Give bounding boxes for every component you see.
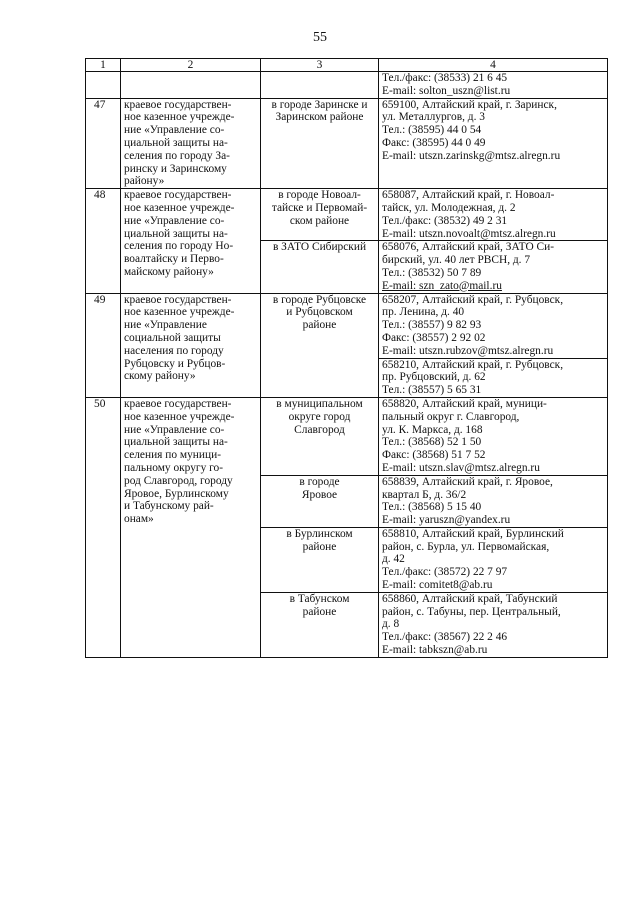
contact-line: Тел./факс: (38567) 22 2 46 bbox=[382, 631, 508, 644]
area-line: в муниципальном bbox=[276, 397, 363, 410]
contact-line: 658210, Алтайский край, г. Рубцовск, bbox=[382, 358, 564, 371]
table-row bbox=[86, 293, 608, 358]
contact-info bbox=[379, 241, 608, 293]
agency-name-line: краевое государствен- bbox=[124, 98, 232, 111]
contact-line: бирский, ул. 40 лет РВСН, д. 7 bbox=[382, 254, 531, 267]
agency-name-line: пальному округу го- bbox=[124, 461, 224, 474]
area-line: районе bbox=[302, 540, 337, 553]
area-line: Яровое bbox=[301, 488, 338, 501]
agency-name-line: Рубцовску и Рубцов- bbox=[124, 357, 226, 370]
email-line: E-mail: utszn.slav@mtsz.alregn.ru bbox=[382, 461, 540, 474]
contact-line: 659100, Алтайский край, г. Заринск, bbox=[382, 98, 557, 111]
agency-name-line: циальной защиты на- bbox=[124, 436, 228, 449]
service-area bbox=[261, 72, 379, 99]
header-col-2: 2 bbox=[121, 59, 261, 72]
contact-line: 658087, Алтайский край, г. Новоал- bbox=[382, 189, 555, 202]
contact-line: 658820, Алтайский край, муници- bbox=[382, 397, 547, 410]
agency-name-line: краевое государствен- bbox=[124, 397, 232, 410]
agency-name-line: району» bbox=[124, 175, 165, 188]
contact-info bbox=[379, 527, 608, 592]
service-area bbox=[261, 293, 379, 397]
agency-name-line: ное казенное учрежде- bbox=[124, 410, 235, 423]
agency-name-line: ние «Управление со- bbox=[124, 214, 225, 227]
contact-line: 658810, Алтайский край, Бурлинский bbox=[382, 527, 564, 540]
agency-name-line: краевое государствен- bbox=[124, 293, 232, 306]
agency-name-line: майскому району» bbox=[124, 265, 214, 278]
page-number: 55 bbox=[313, 30, 327, 45]
area-line: округе город bbox=[288, 410, 351, 423]
table-row bbox=[86, 98, 608, 189]
header-col-3: 3 bbox=[261, 59, 379, 72]
contact-line: пр. Рубцовский, д. 62 bbox=[382, 371, 486, 384]
agency-name-line: и Табунскому рай- bbox=[124, 500, 214, 513]
agency-name-line: селения по городу Но- bbox=[124, 240, 234, 253]
agency-name-line: циальной защиты на- bbox=[124, 136, 228, 149]
contact-line: Тел./факс: (38572) 22 7 97 bbox=[382, 566, 508, 579]
agency-name-line: род Славгород, городу bbox=[124, 474, 233, 487]
area-line: в Табунском bbox=[289, 592, 350, 605]
contact-line: Тел./факс: (38532) 49 2 31 bbox=[382, 214, 508, 227]
contact-info bbox=[379, 592, 608, 657]
email-line: E-mail: tabkszn@ab.ru bbox=[382, 644, 488, 657]
continuation-row bbox=[86, 72, 608, 99]
agency-name-line: онам» bbox=[124, 513, 154, 526]
agency-name-line: ние «Управление со- bbox=[124, 124, 225, 137]
area-line: в городе Новоал- bbox=[278, 189, 361, 202]
agency-name-line: скому району» bbox=[124, 370, 196, 383]
contact-line: Тел.: (38532) 50 7 89 bbox=[382, 266, 482, 279]
row-number: 48 bbox=[86, 189, 121, 293]
area-line: и Рубцовском bbox=[286, 306, 353, 319]
agency-name bbox=[121, 189, 261, 293]
row-number: 49 bbox=[86, 293, 121, 397]
agency-name-line: социальной защиты bbox=[124, 331, 221, 344]
agency-name-line: ное казенное учрежде- bbox=[124, 111, 235, 124]
header-col-1: 1 bbox=[86, 59, 121, 72]
agency-name-line: ние «Управление со- bbox=[124, 423, 225, 436]
service-area bbox=[261, 527, 379, 592]
contact-line: Тел.: (38557) 5 65 31 bbox=[382, 384, 482, 397]
agency-name-line: циальной защиты на- bbox=[124, 227, 228, 240]
contact-line: ул. Металлургов, д. 3 bbox=[382, 111, 485, 124]
area-line: ском районе bbox=[289, 214, 350, 227]
agency-name-line: населения по городу bbox=[124, 344, 224, 357]
agency-name bbox=[121, 72, 261, 99]
area-line: районе bbox=[302, 605, 337, 618]
agency-name-line: Яровое, Бурлинскому bbox=[124, 487, 229, 500]
area-line: районе bbox=[302, 319, 337, 332]
contact-line: Тел.: (38568) 52 1 50 bbox=[382, 436, 482, 449]
contact-line: 658860, Алтайский край, Табунский bbox=[382, 592, 558, 605]
area-line: в городе Заринске и bbox=[271, 98, 368, 111]
service-area bbox=[261, 189, 379, 241]
contact-line: д. 42 bbox=[382, 553, 405, 566]
contact-line: тайск, ул. Молодежная, д. 2 bbox=[382, 201, 516, 214]
service-area bbox=[261, 241, 379, 293]
agency-name-line: ринску и Заринскому bbox=[124, 162, 227, 175]
contact-line: квартал Б, д. 36/2 bbox=[382, 488, 467, 501]
contact-line: 658839, Алтайский край, г. Яровое, bbox=[382, 475, 553, 488]
contact-line: Факс: (38568) 51 7 52 bbox=[382, 449, 486, 462]
email-line: E-mail: szn_zato@mail.ru bbox=[382, 279, 502, 292]
row-number: 47 bbox=[86, 98, 121, 189]
email-line: E-mail: utszn.zarinskg@mtsz.alregn.ru bbox=[382, 149, 561, 162]
area-line: в городе Рубцовске bbox=[272, 293, 367, 306]
contact-info bbox=[379, 358, 608, 397]
table-row bbox=[86, 189, 608, 241]
row-number bbox=[86, 72, 121, 99]
agencies-table bbox=[85, 58, 608, 658]
area-line: тайске и Первомай- bbox=[271, 201, 368, 214]
contact-info bbox=[379, 475, 608, 527]
area-line: в городе bbox=[299, 475, 340, 488]
service-area bbox=[261, 592, 379, 657]
contact-line: пр. Ленина, д. 40 bbox=[382, 306, 465, 319]
header-row bbox=[86, 59, 608, 72]
contact-line: 658207, Алтайский край, г. Рубцовск, bbox=[382, 293, 564, 306]
contact-info bbox=[379, 189, 608, 241]
service-area bbox=[261, 475, 379, 527]
contact-line: Тел.: (38557) 9 82 93 bbox=[382, 319, 482, 332]
contact-info bbox=[379, 293, 608, 358]
contact-info bbox=[379, 397, 608, 475]
email-line: E-mail: comitet8@ab.ru bbox=[382, 579, 493, 592]
email-line: E-mail: yaruszn@yandex.ru bbox=[382, 514, 511, 527]
contact-info bbox=[379, 72, 608, 99]
header-col-4: 4 bbox=[379, 59, 608, 72]
agency-name-line: ние «Управление bbox=[124, 319, 207, 332]
area-line: Славгород bbox=[294, 423, 345, 436]
contact-line: Тел.: (38568) 5 15 40 bbox=[382, 501, 482, 514]
area-line: Заринском районе bbox=[275, 111, 364, 124]
agency-name-line: селения по муници- bbox=[124, 449, 221, 462]
contact-line: район, с. Бурла, ул. Первомайская, bbox=[382, 540, 550, 553]
email-line: E-mail: solton_uszn@list.ru bbox=[382, 84, 511, 97]
area-line: в ЗАТО Сибирский bbox=[272, 241, 367, 254]
contact-line: Тел.: (38595) 44 0 54 bbox=[382, 124, 482, 137]
contact-line: 658076, Алтайский край, ЗАТО Си- bbox=[382, 241, 555, 254]
service-area bbox=[261, 397, 379, 475]
contact-line: Факс: (38595) 44 0 49 bbox=[382, 136, 486, 149]
service-area bbox=[261, 98, 379, 189]
contact-line: район, с. Табуны, пер. Центральный, bbox=[382, 605, 561, 618]
contact-line: д. 8 bbox=[382, 618, 400, 631]
contact-line: пальный округ г. Славгород, bbox=[382, 410, 520, 423]
agency-name bbox=[121, 98, 261, 189]
table-row bbox=[86, 397, 608, 475]
contact-info bbox=[379, 98, 608, 189]
contact-line: ул. К. Маркса, д. 168 bbox=[382, 423, 483, 436]
contact-line: Факс: (38557) 2 92 02 bbox=[382, 331, 486, 344]
agency-name bbox=[121, 293, 261, 397]
agency-name-line: ное казенное учрежде- bbox=[124, 306, 235, 319]
email-line: E-mail: utszn.rubzov@mtsz.alregn.ru bbox=[382, 344, 554, 357]
email-line: E-mail: utszn.novoalt@mtsz.alregn.ru bbox=[382, 227, 556, 240]
area-line: в Бурлинском bbox=[286, 527, 353, 540]
agency-name-line: ное казенное учрежде- bbox=[124, 201, 235, 214]
agency-name-line: селения по городу За- bbox=[124, 149, 230, 162]
contact-line: Тел./факс: (38533) 21 6 45 bbox=[382, 72, 508, 84]
agency-name bbox=[121, 397, 261, 657]
agency-name-line: воалтайску и Перво- bbox=[124, 253, 224, 266]
row-number: 50 bbox=[86, 397, 121, 657]
agency-name-line: краевое государствен- bbox=[124, 189, 232, 202]
